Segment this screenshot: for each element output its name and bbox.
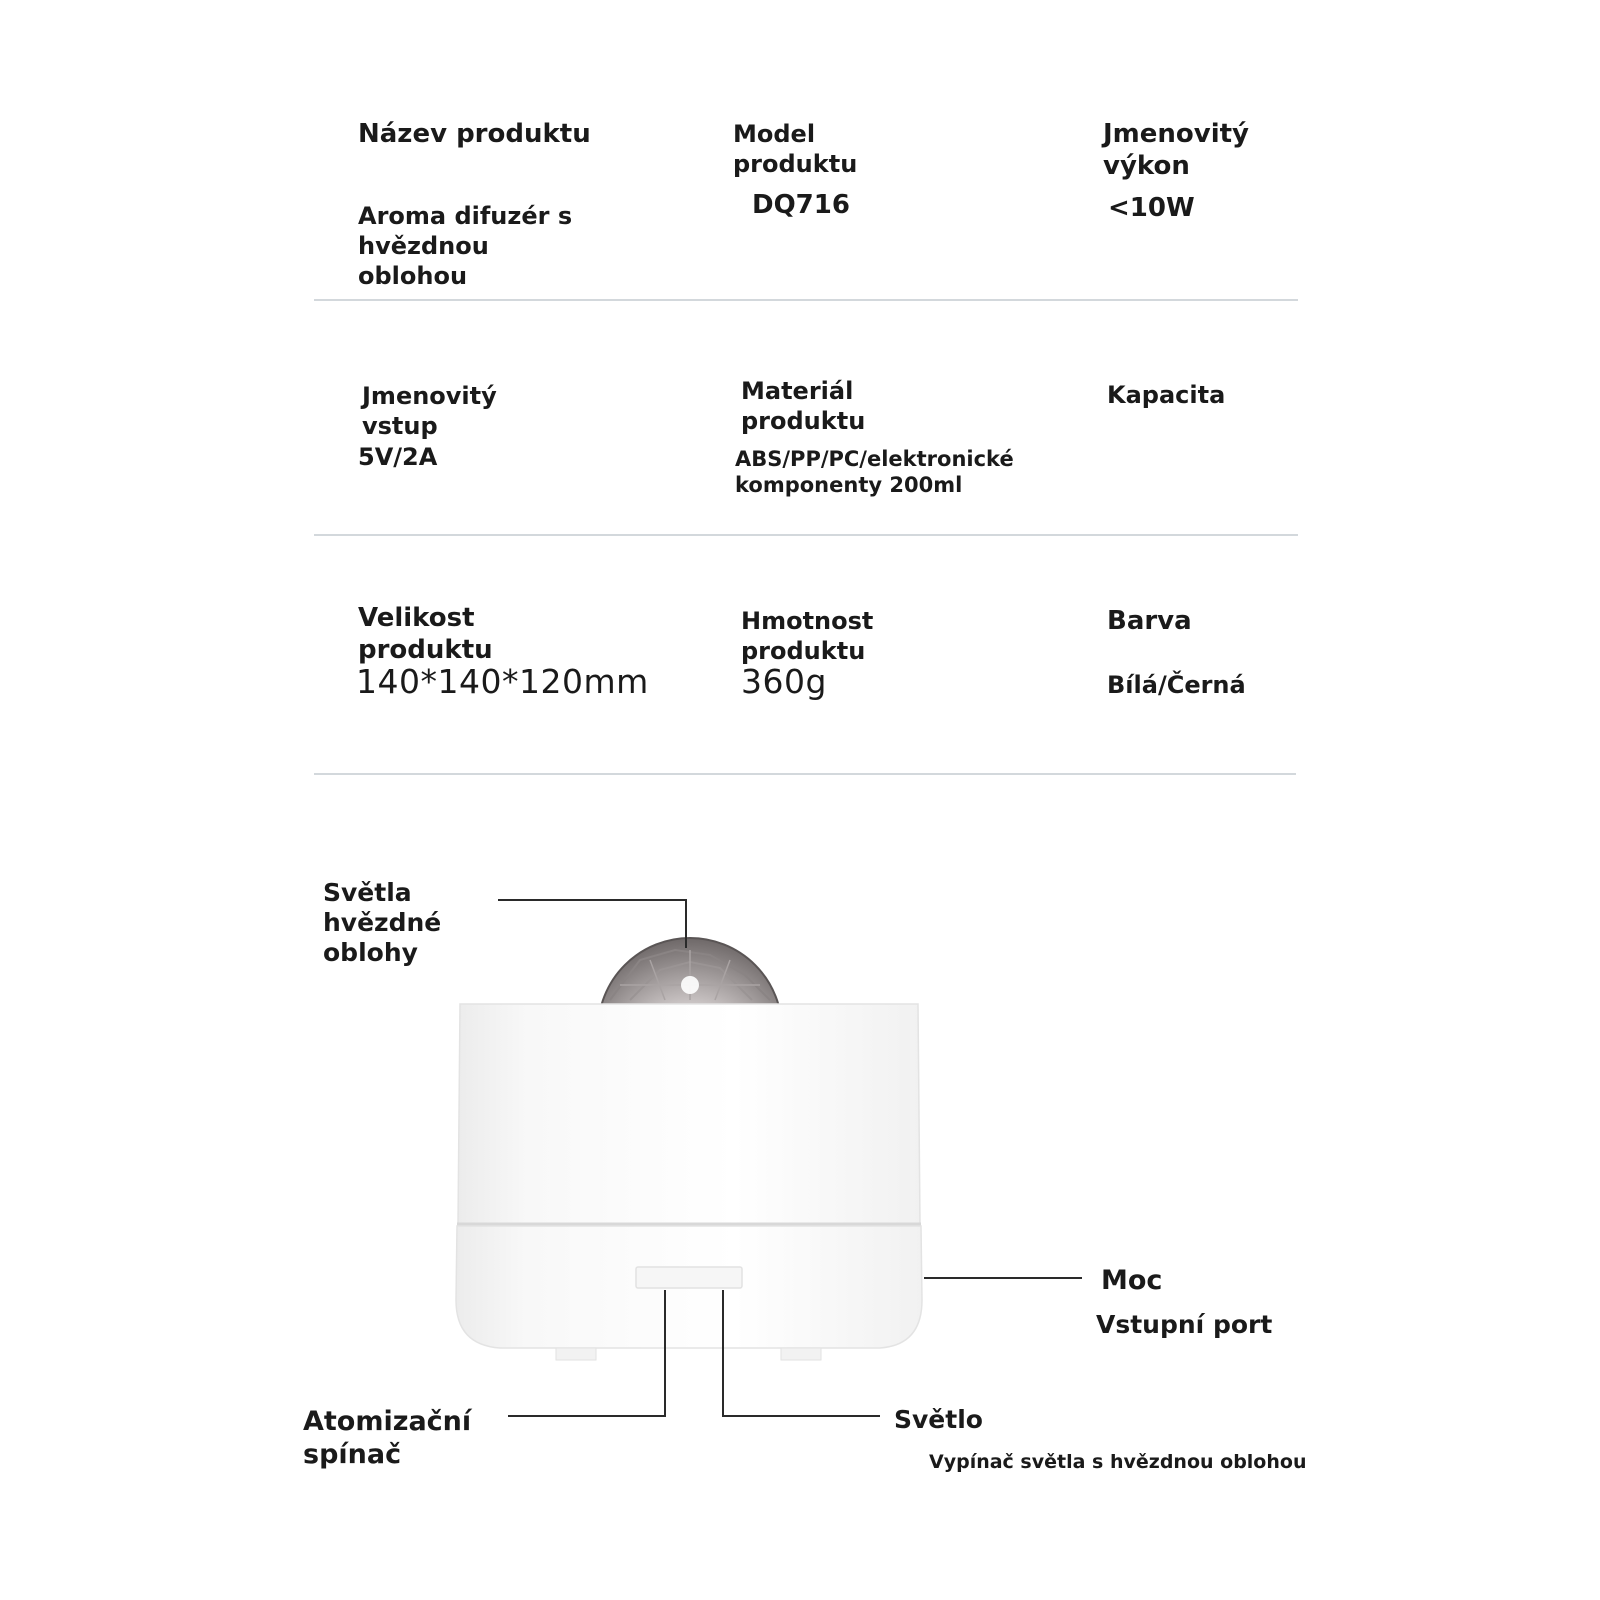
foot-right (781, 1348, 821, 1360)
foot-left (556, 1348, 596, 1360)
rated-power-label-line1: Jmenovitý (1103, 119, 1250, 149)
rated-power-label-line2: výkon (1103, 151, 1190, 181)
atomizer-annotation-line1: Atomizační (303, 1406, 472, 1437)
weight-value: 360g (741, 662, 827, 701)
weight-label-line1: Hmotnost (741, 607, 874, 635)
size-label-line2: produktu (358, 635, 493, 665)
product-name-value-line3: oblohou (358, 262, 468, 290)
light-annotation-line2: Vypínač světla s hvězdnou oblohou (929, 1451, 1307, 1473)
material-label-line1: Materiál (741, 377, 854, 405)
weight-label-line2: produktu (741, 637, 866, 665)
starlight-annotation-line2: hvězdné (323, 908, 442, 937)
product-name-value-line1: Aroma difuzér s (358, 202, 573, 230)
power-annotation-line1: Moc (1101, 1265, 1163, 1296)
diffuser-top-body (458, 1004, 920, 1224)
capacity-label: Kapacita (1107, 381, 1226, 409)
model-label-line2: produktu (733, 150, 858, 178)
model-label-line1: Model (733, 120, 816, 148)
material-label-line2: produktu (741, 407, 866, 435)
material-value-line1: ABS/PP/PC/elektronické (735, 447, 1014, 471)
light-annotation-line1: Světlo (894, 1405, 983, 1434)
power-annotation-line2: Vstupní port (1096, 1310, 1273, 1339)
color-value: Bílá/Černá (1107, 671, 1246, 699)
starlight-annotation-line3: oblohy (323, 938, 418, 967)
color-label: Barva (1107, 606, 1192, 636)
product-name-label: Název produktu (358, 119, 591, 149)
rated-input-label-line2: vstup (362, 412, 438, 440)
rated-power-value: <10W (1108, 193, 1195, 223)
starlight-leader-line (498, 900, 686, 948)
material-value-line2: komponenty 200ml (735, 473, 963, 497)
rated-input-value: 5V/2A (358, 443, 438, 471)
atomizer-annotation-line2: spínač (303, 1439, 402, 1470)
size-value: 140*140*120mm (356, 662, 649, 701)
size-label-line1: Velikost (358, 603, 475, 633)
button-panel (636, 1267, 742, 1288)
starlight-annotation-line1: Světla (323, 878, 412, 907)
rated-input-label-line1: Jmenovitý (362, 382, 497, 410)
model-value: DQ716 (752, 190, 850, 220)
product-name-value-line2: hvězdnou (358, 232, 489, 260)
